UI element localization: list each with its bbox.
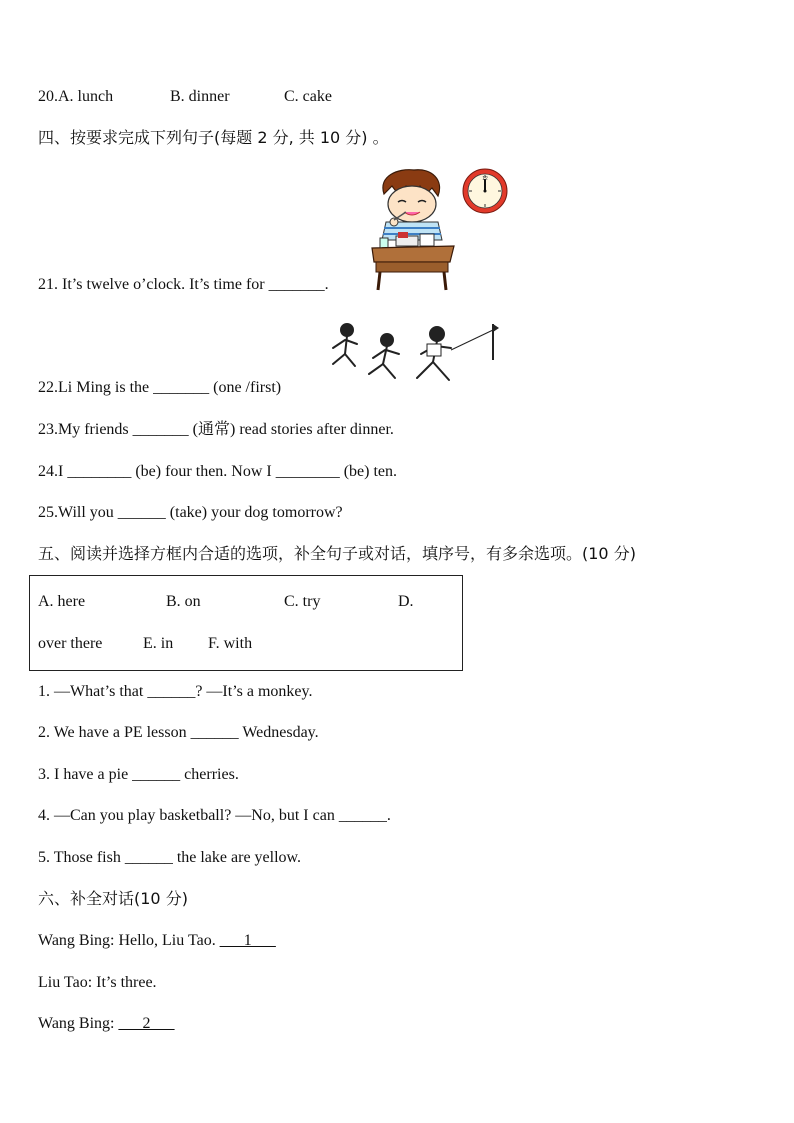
option-d-continued: over there [38, 635, 103, 652]
s5-item-4: 4. —Can you play basketball? —No, but I can ______. [38, 807, 391, 824]
section4-title: 四、按要求完成下列句子(每题 2 分, 共 10 分) 。 [38, 128, 389, 147]
s5-item-3: 3. I have a pie ______ cherries. [38, 766, 239, 783]
s5-item-2: 2. We have a PE lesson ______ Wednesday. [38, 724, 319, 741]
section5-title: 五、阅读并选择方框内合适的选项，补全句子或对话，填序号，有多余选项。(10 分) [38, 544, 636, 563]
dialog-line-2 [38, 973, 157, 993]
q22-text: 22.Li Ming is the _______ (one /first) [38, 379, 282, 396]
q25-text: 25.Will you ______ (take) your dog tomorrow? [38, 504, 343, 521]
dialog-line-3-prefix: Wang Bing: [38, 1015, 119, 1032]
dialog-blank-2: ___2___ [118, 1015, 175, 1032]
options-box [29, 575, 463, 671]
option-f: F. with [208, 635, 253, 652]
option-c: C. try [284, 593, 321, 610]
option-a: A. here [38, 593, 86, 610]
option-d: D. [398, 593, 414, 610]
section6-title: 六、补全对话(10 分) [38, 889, 188, 908]
boy-eating-illustration [368, 166, 458, 292]
q20-line [38, 87, 113, 107]
runners-illustration [325, 320, 500, 388]
s5-item-5: 5. Those fish ______ the lake are yellow. [38, 849, 302, 866]
clock-label: 12 [482, 176, 488, 182]
dialog-blank-1: ___1___ [219, 932, 276, 949]
clock-icon [461, 167, 509, 215]
s5-item-1: 1. —What’s that ______? —It’s a monkey. [38, 683, 313, 700]
option-e: E. in [143, 635, 174, 652]
q20-option-a: A. lunch [58, 88, 114, 105]
q20-option-c: C. cake [284, 88, 332, 105]
q23-text: 23.My friends _______ (通常) read stories after dinner. [38, 421, 394, 438]
dialog-line-1 [38, 931, 276, 951]
q24-text: 24.I ________ (be) four then. Now I ________ (be) ten. [38, 463, 398, 480]
dialog-line-3 [38, 1014, 174, 1034]
dialog-line-1-prefix: Wang Bing: Hello, Liu Tao. [38, 932, 220, 949]
option-b: B. on [166, 593, 201, 610]
q20-number: 20. [38, 88, 58, 105]
dialog-line-2-prefix: Liu Tao: It’s three. [38, 974, 157, 991]
q21-text: 21. It’s twelve o’clock. It’s time for _______. [38, 276, 329, 293]
q20-option-b: B. dinner [170, 88, 230, 105]
